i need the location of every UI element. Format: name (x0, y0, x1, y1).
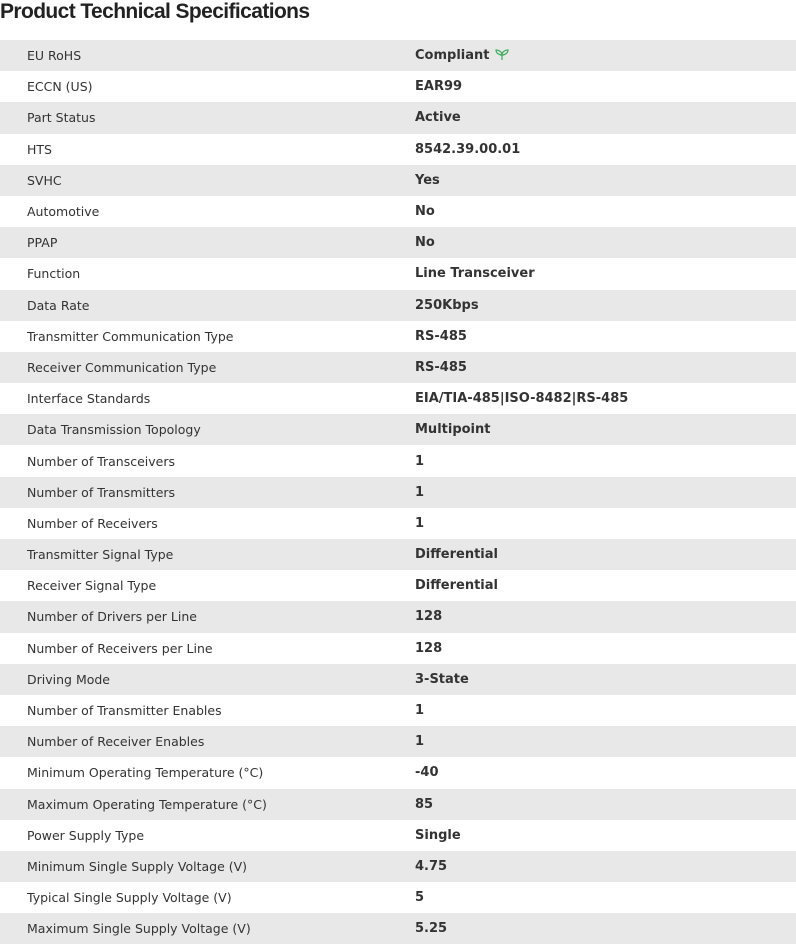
spec-value: 128 (415, 640, 443, 656)
spec-value: EIA/TIA-485|ISO-8482|RS-485 (415, 391, 629, 407)
spec-value: Active (415, 110, 461, 126)
spec-label: Receiver Signal Type (27, 578, 157, 594)
table-row (0, 40, 796, 71)
table-row (0, 913, 796, 944)
spec-label: Function (27, 266, 81, 282)
spec-label: Minimum Single Supply Voltage (V) (27, 858, 248, 874)
spec-value: Single (415, 827, 461, 843)
spec-value: 1 (415, 453, 425, 469)
spec-value: -40 (415, 765, 439, 781)
spec-label: Number of Transmitters (27, 484, 176, 500)
table-row (0, 695, 796, 726)
table-row (0, 789, 796, 820)
spec-label: Automotive (27, 204, 100, 220)
spec-label: Part Status (27, 110, 96, 126)
spec-value: 4.75 (415, 858, 448, 874)
spec-value: 5.25 (415, 921, 448, 937)
spec-value: RS-485 (415, 359, 467, 375)
spec-label: Number of Drivers per Line (27, 609, 197, 625)
spec-value: 1 (415, 515, 425, 531)
spec-label: ECCN (US) (27, 79, 93, 95)
table-row (0, 633, 796, 664)
spec-value: 1 (415, 484, 425, 500)
table-row (0, 508, 796, 539)
table-row (0, 820, 796, 851)
table-row (0, 321, 796, 352)
spec-label: Transmitter Signal Type (27, 547, 174, 563)
table-row (0, 165, 796, 196)
table-row (0, 134, 796, 165)
table-row (0, 227, 796, 258)
spec-label: Maximum Operating Temperature (°C) (27, 796, 267, 812)
spec-label: SVHC (27, 172, 62, 188)
spec-value: 5 (415, 890, 425, 906)
table-row (0, 71, 796, 102)
table-row (0, 102, 796, 133)
spec-label: EU RoHS (27, 48, 82, 64)
spec-label: Data Rate (27, 297, 90, 313)
table-row (0, 757, 796, 788)
spec-value: 3-State (415, 671, 469, 687)
table-row (0, 352, 796, 383)
spec-label: Maximum Single Supply Voltage (V) (27, 921, 251, 937)
table-row (0, 601, 796, 632)
spec-value: 85 (415, 796, 434, 812)
spec-label: Interface Standards (27, 391, 151, 407)
spec-label: Receiver Communication Type (27, 359, 217, 375)
spec-value: Differential (415, 547, 498, 563)
table-row (0, 726, 796, 757)
spec-label: Number of Receiver Enables (27, 734, 205, 750)
spec-value: Differential (415, 578, 498, 594)
spec-label: Number of Receivers (27, 515, 158, 531)
spec-label: Transmitter Communication Type (27, 328, 234, 344)
spec-label: Number of Transceivers (27, 453, 176, 469)
spec-label: HTS (27, 141, 52, 157)
table-row (0, 570, 796, 601)
spec-table (0, 40, 796, 944)
spec-label: Driving Mode (27, 671, 110, 687)
spec-value: 8542.39.00.01 (415, 141, 521, 157)
spec-label: PPAP (27, 235, 58, 251)
spec-value: No (415, 235, 435, 251)
spec-label: Number of Receivers per Line (27, 640, 213, 656)
spec-value (415, 40, 796, 71)
spec-value: 1 (415, 734, 425, 750)
spec-table-body (0, 40, 796, 944)
spec-value: No (415, 204, 435, 220)
page-title: Product Technical Specifications (0, 0, 310, 23)
spec-value: 250Kbps (415, 297, 479, 313)
leaf-icon (495, 49, 509, 61)
table-row (0, 414, 796, 445)
spec-value: EAR99 (415, 79, 463, 95)
table-row (0, 664, 796, 695)
spec-value: Multipoint (415, 422, 491, 438)
table-row (0, 882, 796, 913)
table-row (0, 290, 796, 321)
spec-label: Typical Single Supply Voltage (V) (27, 890, 232, 906)
table-row (0, 851, 796, 882)
table-row (0, 258, 796, 289)
spec-value: Line Transceiver (415, 266, 535, 282)
spec-label: Power Supply Type (27, 827, 145, 843)
spec-label: Data Transmission Topology (27, 422, 201, 438)
table-row (0, 196, 796, 227)
spec-label: Number of Transmitter Enables (27, 703, 222, 719)
table-row (0, 477, 796, 508)
spec-value: 128 (415, 609, 443, 625)
table-row (0, 539, 796, 570)
table-row (0, 445, 796, 476)
spec-value-text: Compliant (415, 48, 490, 64)
spec-value: 1 (415, 703, 425, 719)
table-row (0, 383, 796, 414)
spec-value: Yes (415, 172, 440, 188)
spec-label: Minimum Operating Temperature (°C) (27, 765, 264, 781)
spec-value: RS-485 (415, 328, 467, 344)
